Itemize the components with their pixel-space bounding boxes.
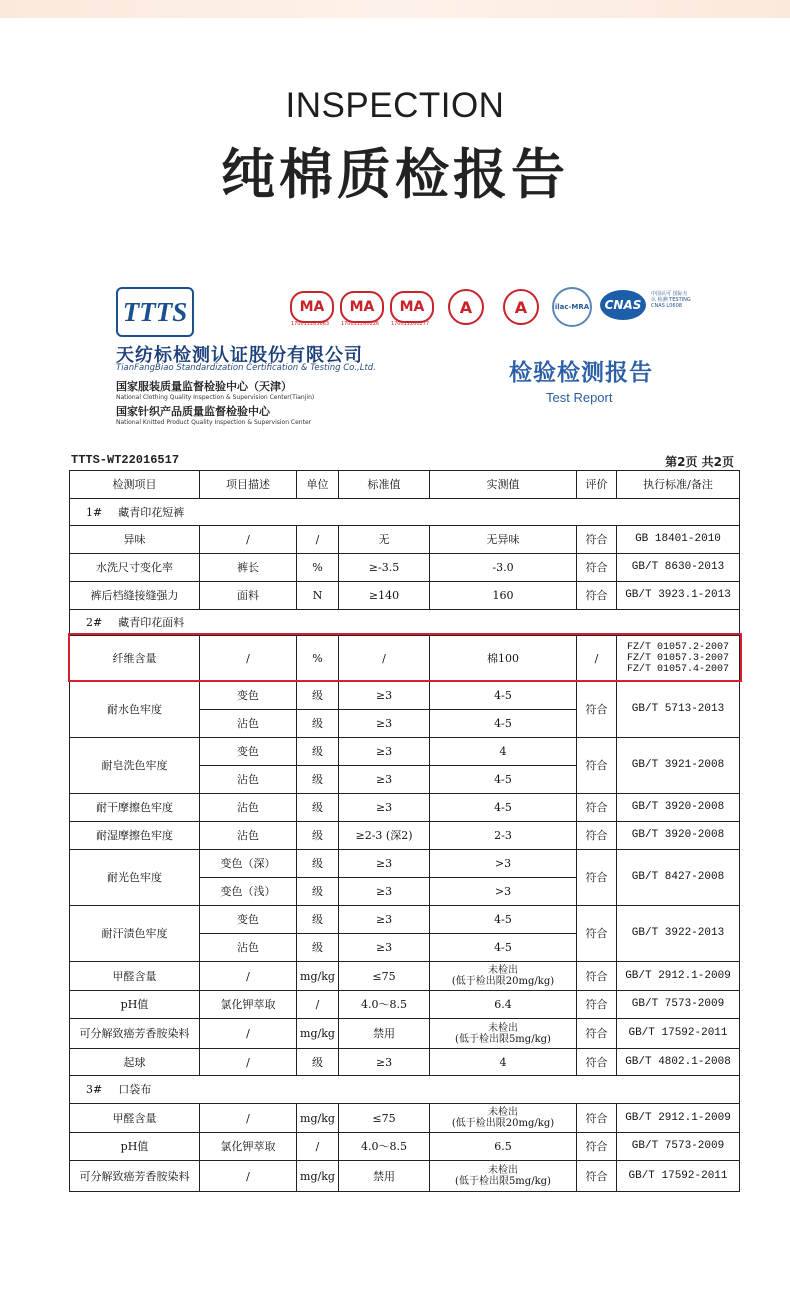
cell: mg/kg bbox=[297, 962, 339, 991]
cma-seal-3: MA bbox=[390, 291, 434, 323]
cell: 符合 bbox=[577, 681, 617, 738]
cell: 沾色 bbox=[200, 766, 297, 794]
cell: 符合 bbox=[577, 738, 617, 794]
cell: 耐干摩擦色牢度 bbox=[70, 794, 200, 822]
test-report-title-en: Test Report bbox=[546, 390, 613, 405]
cell: / bbox=[200, 1161, 297, 1192]
cell: GB/T 17592-2011 bbox=[617, 1161, 740, 1192]
cell: 异味 bbox=[70, 526, 200, 554]
cell: 符合 bbox=[577, 794, 617, 822]
cell: 6.4 bbox=[430, 991, 577, 1019]
cell: 可分解致癌芳香胺染料 bbox=[70, 1161, 200, 1192]
section-row bbox=[70, 499, 740, 526]
cell: GB/T 8630-2013 bbox=[617, 554, 740, 582]
header-cell: 检测项目 bbox=[70, 471, 200, 499]
table-row bbox=[70, 582, 740, 610]
cell: ≥3 bbox=[339, 794, 430, 822]
table-row bbox=[70, 906, 740, 934]
cell: ≥-3.5 bbox=[339, 554, 430, 582]
cell: / bbox=[200, 962, 297, 991]
company-name-cn: 天纺标检测认证股份有限公司 bbox=[116, 345, 363, 366]
cell: 级 bbox=[297, 681, 339, 710]
result-line: 未检出 bbox=[488, 1107, 518, 1118]
cell: 级 bbox=[297, 738, 339, 766]
table-row bbox=[70, 1104, 740, 1133]
cal-seal-1: A bbox=[448, 289, 484, 325]
cma-seal-1: MA bbox=[290, 291, 334, 323]
cell: 4-5 bbox=[430, 794, 577, 822]
cell: GB/T 2912.1-2009 bbox=[617, 1104, 740, 1133]
cell: 耐皂洗色牢度 bbox=[70, 738, 200, 794]
section-row bbox=[70, 610, 740, 636]
table-row bbox=[70, 962, 740, 991]
result-line: (低于检出限5mg/kg) bbox=[455, 1033, 551, 1045]
cell: 4.0～8.5 bbox=[339, 1133, 430, 1161]
cell: 级 bbox=[297, 878, 339, 906]
cell: 4-5 bbox=[430, 934, 577, 962]
cell: -3.0 bbox=[430, 554, 577, 582]
cell: 无 bbox=[339, 526, 430, 554]
cell: ≥3 bbox=[339, 1049, 430, 1076]
cell: / bbox=[200, 636, 297, 681]
cell: 可分解致癌芳香胺染料 bbox=[70, 1019, 200, 1049]
result-line: (低于检出限20mg/kg) bbox=[451, 1118, 555, 1129]
cell: 水洗尺寸变化率 bbox=[70, 554, 200, 582]
result-line: 未检出 bbox=[488, 1022, 518, 1034]
cma-seal-2-number: 170011260226 bbox=[340, 321, 380, 327]
cell: 符合 bbox=[577, 1161, 617, 1192]
header-cell: 单位 bbox=[297, 471, 339, 499]
cell: ≥2-3 (深2) bbox=[339, 822, 430, 850]
header-cell: 执行标准/备注 bbox=[617, 471, 740, 499]
cell bbox=[430, 1104, 577, 1133]
table-row bbox=[70, 681, 740, 710]
cell: / bbox=[297, 991, 339, 1019]
cell: 符合 bbox=[577, 582, 617, 610]
fiber-standard: FZ/T 01057.2-2007 bbox=[626, 641, 730, 653]
cell: GB/T 3922-2013 bbox=[617, 906, 740, 962]
cell: 耐水色牢度 bbox=[70, 681, 200, 738]
cell: GB/T 4802.1-2008 bbox=[617, 1049, 740, 1076]
cell: 耐湿摩擦色牢度 bbox=[70, 822, 200, 850]
cell: ≥3 bbox=[339, 738, 430, 766]
cell: mg/kg bbox=[297, 1161, 339, 1192]
cell: GB/T 17592-2011 bbox=[617, 1019, 740, 1049]
cell: 变色 bbox=[200, 738, 297, 766]
cell: ≥3 bbox=[339, 934, 430, 962]
header-cell: 标准值 bbox=[339, 471, 430, 499]
result-line: 未检出 bbox=[488, 1165, 518, 1176]
cell: 沾色 bbox=[200, 794, 297, 822]
cell: ≤75 bbox=[339, 1104, 430, 1133]
section-name: 藏青印花面料 bbox=[118, 616, 185, 629]
cell: 符合 bbox=[577, 526, 617, 554]
cell: / bbox=[200, 1049, 297, 1076]
cell: GB/T 7573-2009 bbox=[617, 991, 740, 1019]
cell: 变色（浅） bbox=[200, 878, 297, 906]
table-row bbox=[70, 526, 740, 554]
cell: / bbox=[297, 1133, 339, 1161]
cell: 4 bbox=[430, 1049, 577, 1076]
cell bbox=[430, 962, 577, 991]
company-name-en: TianFangBiao Standardization Certification & Testing Co.,Ltd. bbox=[116, 363, 376, 373]
cell: ≥140 bbox=[339, 582, 430, 610]
cell: 级 bbox=[297, 710, 339, 738]
table-row bbox=[70, 1049, 740, 1076]
cell: 沾色 bbox=[200, 822, 297, 850]
cell: GB/T 3920-2008 bbox=[617, 794, 740, 822]
cell: 级 bbox=[297, 906, 339, 934]
header-cell: 评价 bbox=[577, 471, 617, 499]
table-row bbox=[70, 554, 740, 582]
cell: 符合 bbox=[577, 554, 617, 582]
cell: 级 bbox=[297, 822, 339, 850]
cell: 氯化钾萃取 bbox=[200, 1133, 297, 1161]
cell: 氯化钾萃取 bbox=[200, 991, 297, 1019]
cma-seal-3-number: 170011260277 bbox=[390, 321, 430, 327]
cell: 裤长 bbox=[200, 554, 297, 582]
cal-seal-2: A bbox=[503, 289, 539, 325]
cell: / bbox=[297, 526, 339, 554]
cell: N bbox=[297, 582, 339, 610]
cell: 面料 bbox=[200, 582, 297, 610]
cell bbox=[430, 1019, 577, 1049]
cell: >3 bbox=[430, 878, 577, 906]
cell: 变色（深） bbox=[200, 850, 297, 878]
cell: 符合 bbox=[577, 1133, 617, 1161]
cell: ≥3 bbox=[339, 681, 430, 710]
result-line: 未检出 bbox=[488, 965, 518, 976]
center1-en: National Clothing Quality Inspection & Supervision Center(Tianjin) bbox=[116, 394, 315, 401]
cell: 甲醛含量 bbox=[70, 1104, 200, 1133]
table-row bbox=[70, 1019, 740, 1049]
table-row bbox=[70, 991, 740, 1019]
cnas-mark: CNAS bbox=[600, 290, 646, 320]
report-number: TTTS-WT22016517 bbox=[71, 453, 180, 467]
inspection-table bbox=[69, 470, 740, 1192]
cell: GB/T 5713-2013 bbox=[617, 681, 740, 738]
cell: 无异味 bbox=[430, 526, 577, 554]
heading-cn: 纯棉质检报告 bbox=[221, 143, 569, 206]
cell: 符合 bbox=[577, 1019, 617, 1049]
cell: 4-5 bbox=[430, 766, 577, 794]
cell: 符合 bbox=[577, 822, 617, 850]
header-cell: 项目描述 bbox=[200, 471, 297, 499]
cell bbox=[617, 636, 740, 681]
cell: GB/T 3921-2008 bbox=[617, 738, 740, 794]
table-row bbox=[70, 850, 740, 878]
cell: 4 bbox=[430, 738, 577, 766]
section-row bbox=[70, 1076, 740, 1104]
fiber-standard: FZ/T 01057.4-2007 bbox=[626, 663, 730, 675]
report-page: 第2页 共2页 bbox=[665, 455, 734, 469]
cell: 级 bbox=[297, 934, 339, 962]
cell: >3 bbox=[430, 850, 577, 878]
cell: 4-5 bbox=[430, 710, 577, 738]
cell: 4-5 bbox=[430, 681, 577, 710]
cell: 级 bbox=[297, 766, 339, 794]
cell: 级 bbox=[297, 794, 339, 822]
cell: GB/T 3920-2008 bbox=[617, 822, 740, 850]
cell: % bbox=[297, 554, 339, 582]
cell: 沾色 bbox=[200, 710, 297, 738]
section-no: 1# bbox=[86, 505, 103, 519]
result-line: (低于检出限20mg/kg) bbox=[451, 976, 555, 987]
cell: 棉100 bbox=[430, 636, 577, 681]
center2-cn: 国家针织产品质量监督检验中心 bbox=[116, 405, 270, 418]
cell: GB/T 2912.1-2009 bbox=[617, 962, 740, 991]
cell: / bbox=[200, 1019, 297, 1049]
cell: 耐光色牢度 bbox=[70, 850, 200, 906]
cell: 160 bbox=[430, 582, 577, 610]
cma-seal-2: MA bbox=[340, 291, 384, 323]
cnas-side-text: 中国认可 国际互认 检测 TESTING CNAS L0608 bbox=[651, 291, 691, 309]
table-row bbox=[70, 738, 740, 766]
section-name: 口袋布 bbox=[118, 1083, 152, 1096]
cell: / bbox=[200, 526, 297, 554]
cell: GB/T 8427-2008 bbox=[617, 850, 740, 906]
header-cell: 实测值 bbox=[430, 471, 577, 499]
cell: pH值 bbox=[70, 991, 200, 1019]
center2-en: National Knitted Product Quality Inspection & Supervision Center bbox=[116, 419, 312, 426]
cell bbox=[430, 1161, 577, 1192]
cell: 4-5 bbox=[430, 906, 577, 934]
cell: 变色 bbox=[200, 681, 297, 710]
cell: 级 bbox=[297, 1049, 339, 1076]
cell: 起球 bbox=[70, 1049, 200, 1076]
ilac-mra-mark: ilac-MRA bbox=[552, 287, 592, 327]
result-line: (低于检出限5mg/kg) bbox=[455, 1176, 551, 1187]
cell: pH值 bbox=[70, 1133, 200, 1161]
cell: 符合 bbox=[577, 1049, 617, 1076]
table-row bbox=[70, 1133, 740, 1161]
cell: 2-3 bbox=[430, 822, 577, 850]
cell: 符合 bbox=[577, 850, 617, 906]
ttts-logo: TTTS bbox=[116, 287, 194, 337]
section-no: 3# bbox=[86, 1083, 103, 1096]
cell: 耐汗渍色牢度 bbox=[70, 906, 200, 962]
cell: 裤后档缝接缝强力 bbox=[70, 582, 200, 610]
cell: GB/T 7573-2009 bbox=[617, 1133, 740, 1161]
top-band bbox=[0, 0, 790, 18]
cell: ≥3 bbox=[339, 710, 430, 738]
table-row bbox=[70, 794, 740, 822]
cell: 4.0～8.5 bbox=[339, 991, 430, 1019]
cell: 沾色 bbox=[200, 934, 297, 962]
section-name: 藏青印花短裤 bbox=[118, 505, 185, 519]
cell: / bbox=[577, 636, 617, 681]
center1-cn: 国家服装质量监督检验中心（天津） bbox=[116, 380, 292, 393]
cell: / bbox=[339, 636, 430, 681]
cell: 纤维含量 bbox=[70, 636, 200, 681]
cell: mg/kg bbox=[297, 1104, 339, 1133]
cell: 符合 bbox=[577, 906, 617, 962]
test-report-title-cn: 检验检测报告 bbox=[509, 360, 653, 386]
table-row bbox=[70, 822, 740, 850]
cell: 符合 bbox=[577, 991, 617, 1019]
cell: 级 bbox=[297, 850, 339, 878]
cell: 变色 bbox=[200, 906, 297, 934]
cell: ≤75 bbox=[339, 962, 430, 991]
cell: % bbox=[297, 636, 339, 681]
cell: 甲醛含量 bbox=[70, 962, 200, 991]
cell: ≥3 bbox=[339, 850, 430, 878]
cell: mg/kg bbox=[297, 1019, 339, 1049]
cell: GB/T 3923.1-2013 bbox=[617, 582, 740, 610]
cell: ≥3 bbox=[339, 906, 430, 934]
cell: 符合 bbox=[577, 1104, 617, 1133]
table-row bbox=[70, 1161, 740, 1192]
cell: / bbox=[200, 1104, 297, 1133]
heading-en: INSPECTION bbox=[285, 86, 505, 125]
cell: ≥3 bbox=[339, 878, 430, 906]
cma-seal-1-number: 170011263663 bbox=[290, 321, 330, 327]
cell: 禁用 bbox=[339, 1161, 430, 1192]
cell: 6.5 bbox=[430, 1133, 577, 1161]
cell: 禁用 bbox=[339, 1019, 430, 1049]
table-header-row bbox=[70, 471, 740, 499]
section-no: 2# bbox=[86, 616, 103, 629]
fiber-content-row bbox=[70, 636, 740, 681]
cell: ≥3 bbox=[339, 766, 430, 794]
cell: 符合 bbox=[577, 962, 617, 991]
cell: GB 18401-2010 bbox=[617, 526, 740, 554]
fiber-standard: FZ/T 01057.3-2007 bbox=[626, 652, 730, 664]
